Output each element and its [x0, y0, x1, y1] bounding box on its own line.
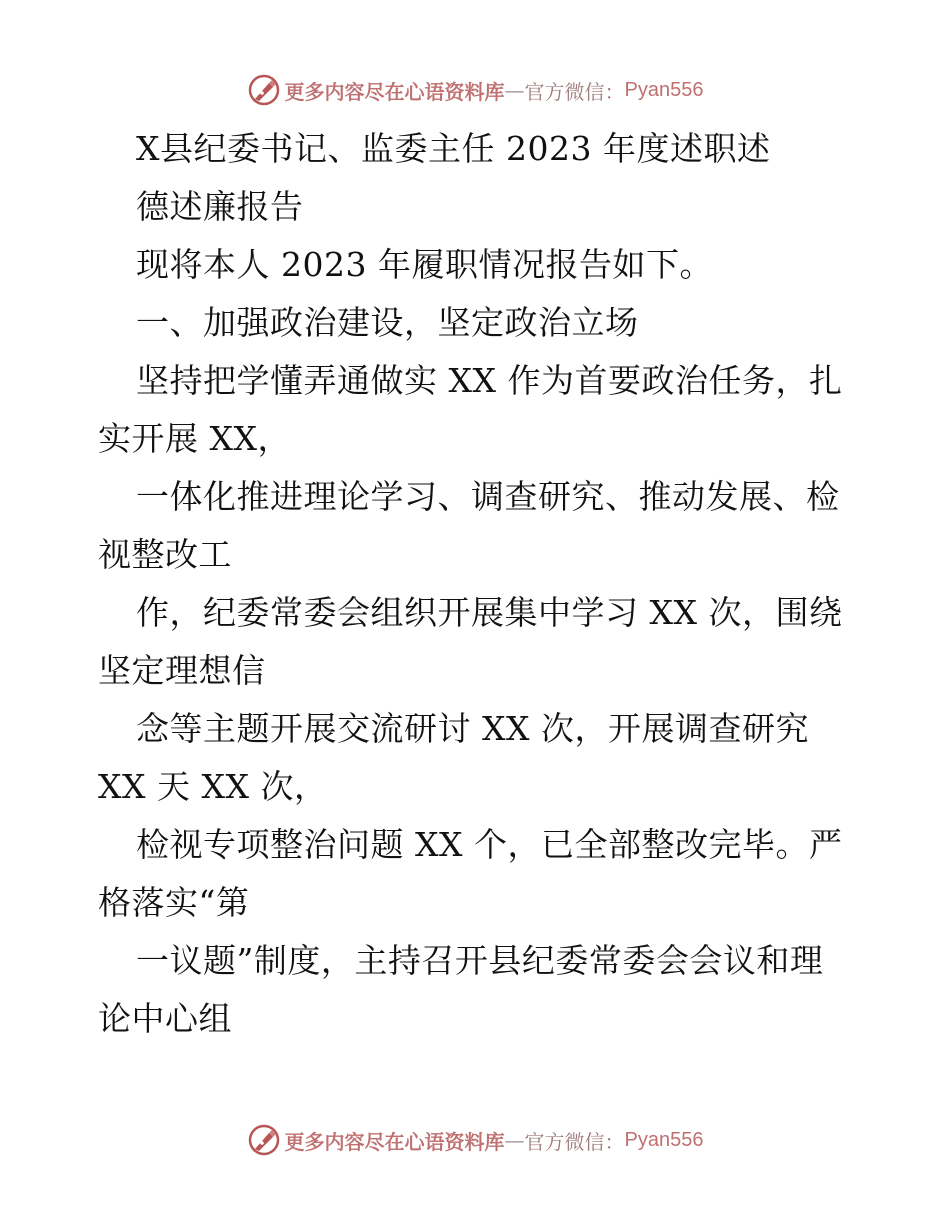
document-line: 坚持把学懂弄通做实 XX 作为首要政治任务，扎	[136, 361, 843, 400]
document-line: 作，纪委常委会组织开展集中学习 XX 次，围绕	[136, 593, 843, 632]
banner-wechat-id: Pyan556	[624, 1128, 704, 1151]
document-body	[98, 126, 858, 1054]
header-banner	[0, 70, 950, 110]
document-line: 一、加强政治建设，坚定政治立场	[136, 303, 639, 342]
banner-main-text: 更多内容尽在心语资料库	[284, 79, 505, 104]
document-line: 实开展 XX，	[98, 419, 291, 458]
document-line: 一体化推进理论学习、调查研究、推动发展、检	[136, 477, 840, 516]
banner-separator: —	[504, 78, 525, 102]
document-line: 检视专项整治问题 XX 个，已全部整改完毕。严	[136, 825, 843, 864]
document-line: 德述廉报告	[136, 187, 304, 226]
document-line: X县纪委书记、监委主任 2023 年度述职述	[136, 129, 771, 168]
document-line: 念等主题开展交流研讨 XX 次，开展调查研究	[136, 709, 809, 748]
footer-banner	[0, 1120, 950, 1160]
document-line: 现将本人 2023 年履职情况报告如下。	[136, 245, 713, 284]
banner-wechat-label: 官方微信：	[524, 1129, 625, 1154]
document-line: 一议题”制度，主持召开县纪委常委会会议和理	[136, 941, 824, 980]
document-line: 论中心组	[98, 999, 232, 1038]
document-line: 格落实“第	[98, 883, 250, 922]
pen-nib-logo-icon	[247, 73, 281, 107]
document-line: 视整改工	[98, 535, 232, 574]
banner-wechat-id: Pyan556	[624, 78, 704, 101]
document-line: 坚定理想信	[98, 651, 266, 690]
banner-wechat-label: 官方微信：	[524, 79, 625, 104]
pen-nib-logo-icon	[247, 1123, 281, 1157]
banner-main-text: 更多内容尽在心语资料库	[284, 1129, 505, 1154]
document-line: XX 天 XX 次，	[98, 767, 328, 806]
banner-separator: —	[504, 1128, 525, 1152]
